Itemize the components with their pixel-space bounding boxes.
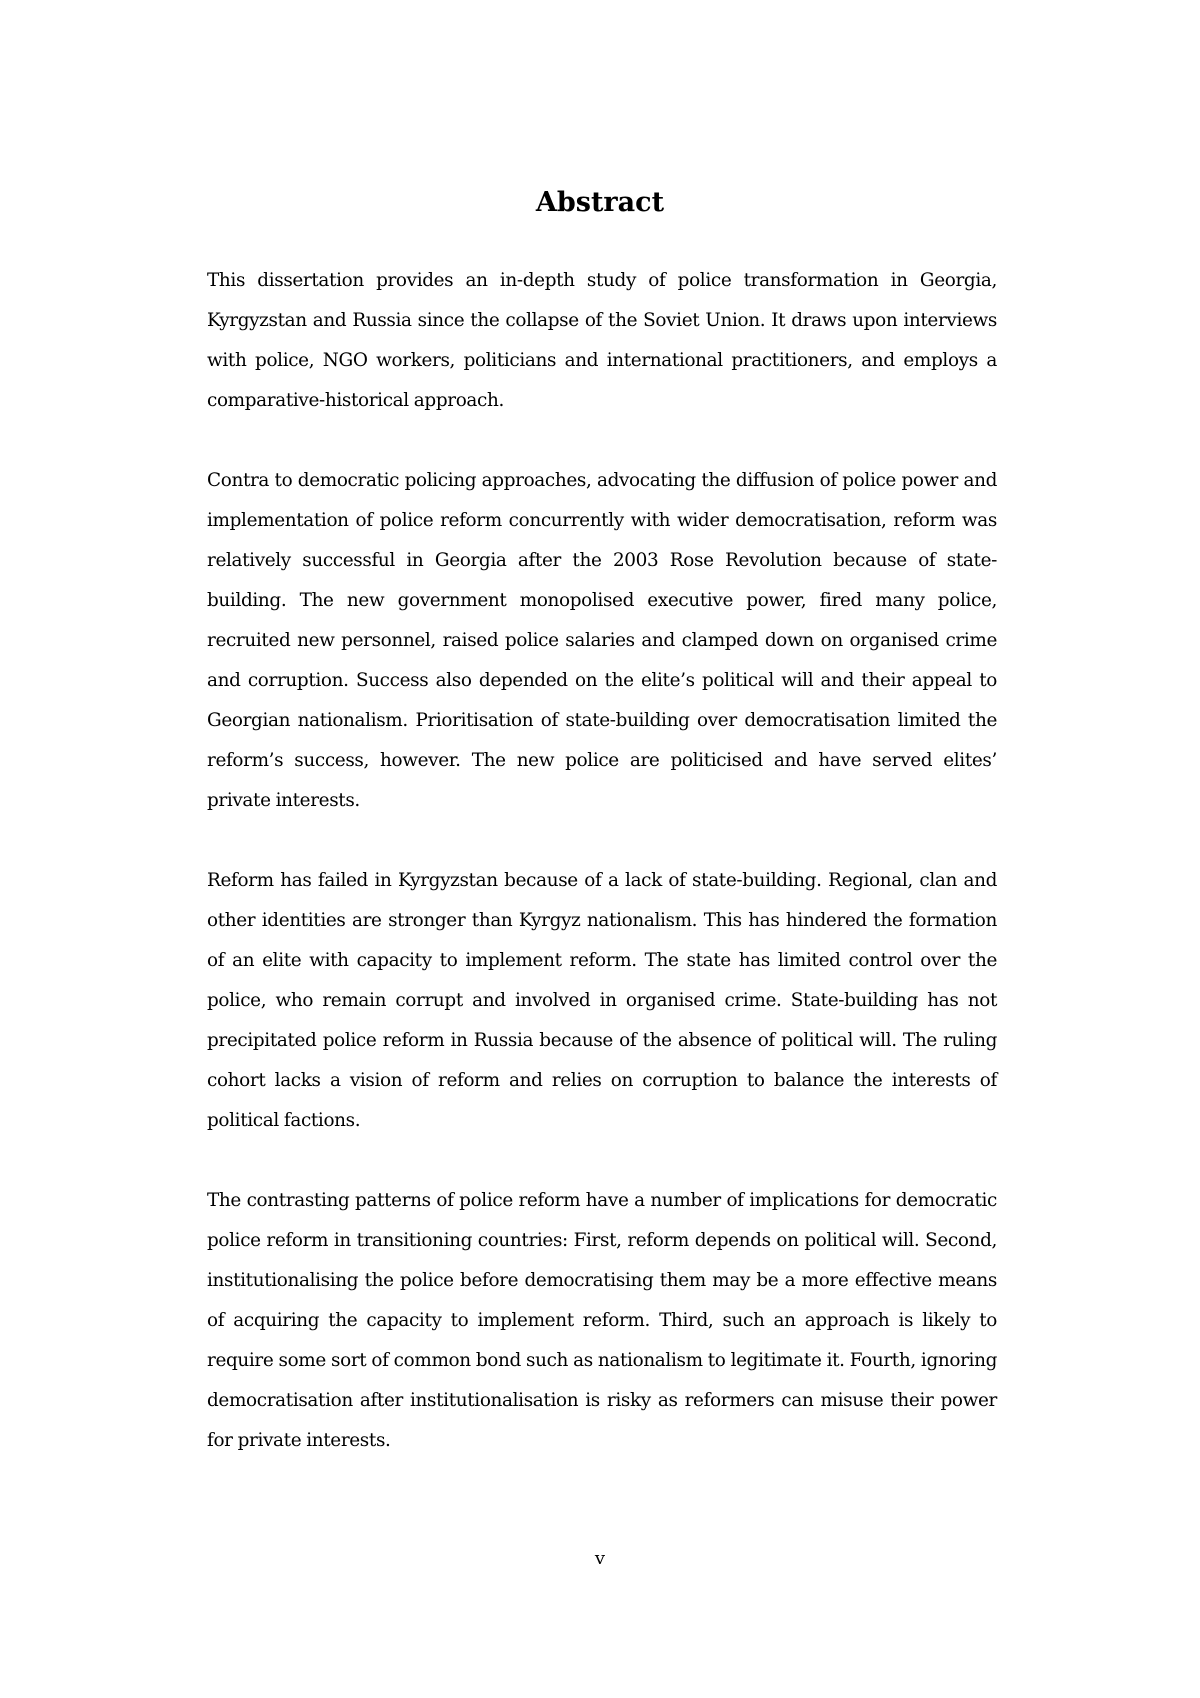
page-title: Abstract — [535, 187, 665, 218]
page-number: v — [594, 1548, 606, 1569]
abstract-paragraph-1: This dissertation provides an in-depth study of police transformation in Georgia, Kyrgyzstan and Russia since the collapse of the Soviet Union. It draws upon interviews with police, NGO workers, politicians and international practitioners, and employs a comparative-historical approach. — [207, 270, 997, 411]
abstract-paragraph-2: Contra to democratic policing approaches, advocating the diffusion of police power and implementation of police reform concurrently with wider democratisation, reform was relatively successful in Georgia after the 2003 Rose Revolution because of state-building. The new government monopolised executive power, fired many police, recruited new personnel, raised police salaries and clamped down on organised crime and corruption. Success also depended on the elite’s political will and their appeal to Georgian nationalism. Prioritisation of state-building over democratisation limited the reform’s success, however. The new police are politicised and have served elites’ private interests. — [207, 470, 997, 811]
abstract-paragraph-4: The contrasting patterns of police reform have a number of implications for democratic police reform in transitioning countries: First, reform depends on political will. Second, institutionalising the police before democratising them may be a more effective means of acquiring the capacity to implement reform. Third, such an approach is likely to require some sort of common bond such as nationalism to legitimate it. Fourth, ignoring democratisation after institutionalisation is risky as reformers can misuse their power for private interests. — [207, 1190, 997, 1451]
abstract-paragraph-3: Reform has failed in Kyrgyzstan because of a lack of state-building. Regional, clan and other identities are stronger than Kyrgyz nationalism. This has hindered the formation of an elite with capacity to implement reform. The state has limited control over the police, who remain corrupt and involved in organised crime. State-building has not precipitated police reform in Russia because of the absence of political will. The ruling cohort lacks a vision of reform and relies on corruption to balance the interests of political factions. — [207, 870, 997, 1131]
abstract-body — [207, 261, 997, 1501]
